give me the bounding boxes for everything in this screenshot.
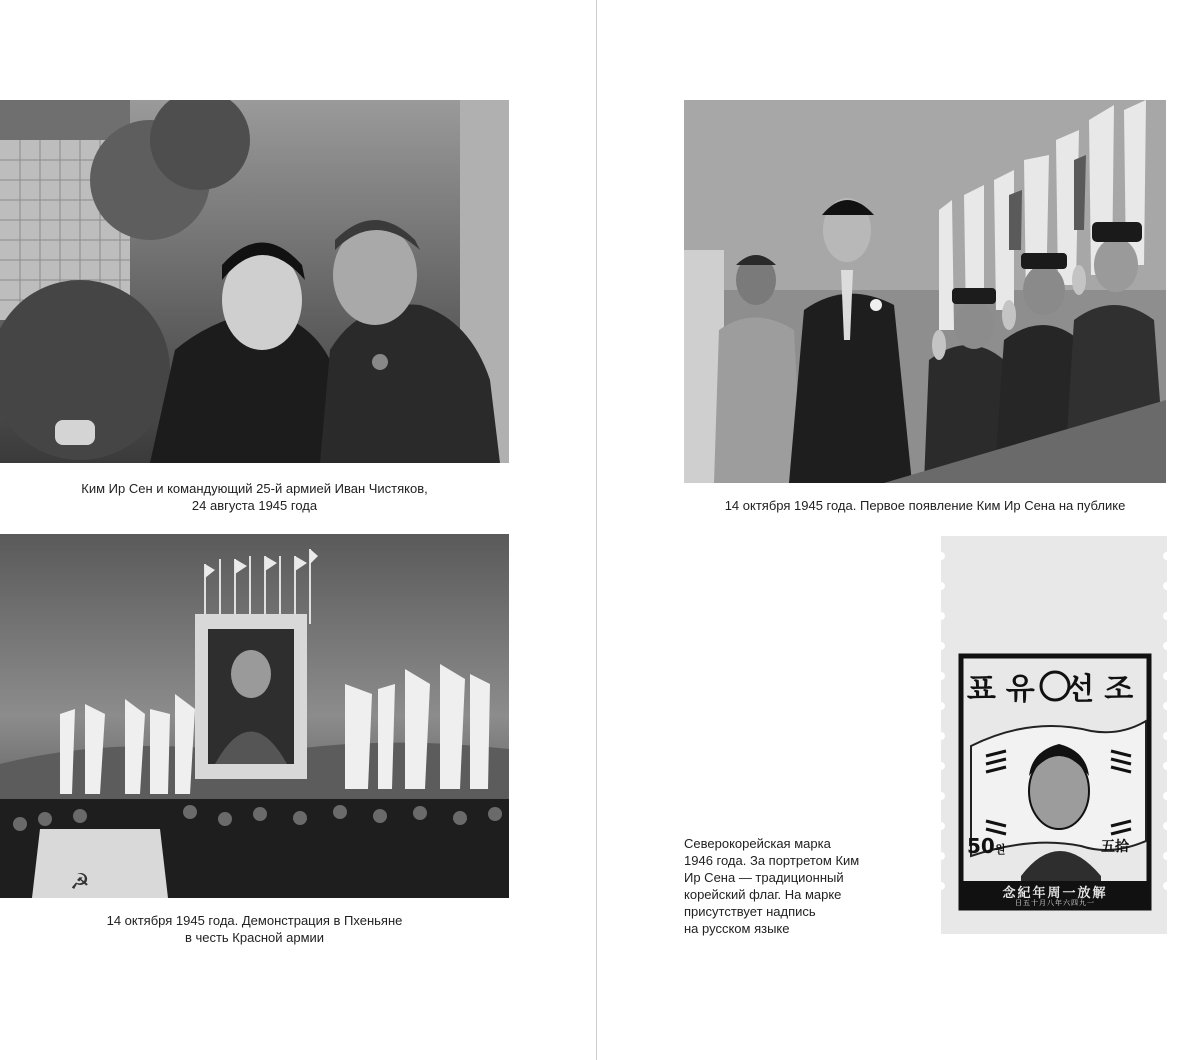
caption-line: 14 октября 1945 года. Первое появление Ким Ир Сена на публике (724, 498, 1126, 513)
caption-line: Северокорейская марка (684, 836, 831, 851)
caption-line: корейский флаг. На марке (684, 887, 842, 902)
caption-line: 14 октября 1945 года. Демонстрация в Пхеньяне (106, 913, 403, 928)
stamp-top-text: 표유 선조 (966, 672, 1144, 707)
caption-line: 1946 года. За портретом Ким (684, 853, 860, 868)
caption-line: на русском языке (684, 921, 790, 936)
stamp-1946 (941, 536, 1167, 934)
caption-first-public-appearance (684, 497, 1166, 514)
stamp-value-number: 50 (967, 834, 995, 858)
caption-pyongyang-demonstration (0, 912, 509, 946)
stamp-value-unit: 원 (994, 843, 1006, 856)
photo-kim-chistyakov (0, 100, 509, 463)
photo-first-public-appearance (684, 100, 1166, 483)
left-page (0, 0, 596, 1060)
stamp-bottom-small: 日五十月八年六四九一 (1015, 899, 1095, 907)
caption-line: в честь Красной армии (184, 930, 325, 945)
svg-text:☭: ☭ (70, 870, 90, 895)
caption-kim-chistyakov (0, 480, 509, 514)
stamp-bottom-text: 念紀年周一放解 (1002, 886, 1108, 901)
caption-line: Ким Ир Сен и командующий 25-й армией Иван Чистяков, (81, 481, 428, 496)
caption-stamp-1946 (684, 835, 904, 937)
caption-line: Ир Сена — традиционный (684, 870, 844, 885)
caption-line: присутствует надпись (684, 904, 816, 919)
stamp-value (967, 834, 1005, 858)
right-page (597, 0, 1196, 1060)
stamp-right-text: 五拾 (1101, 839, 1129, 855)
photo-pyongyang-demonstration (0, 534, 509, 898)
caption-line: 24 августа 1945 года (191, 498, 318, 513)
